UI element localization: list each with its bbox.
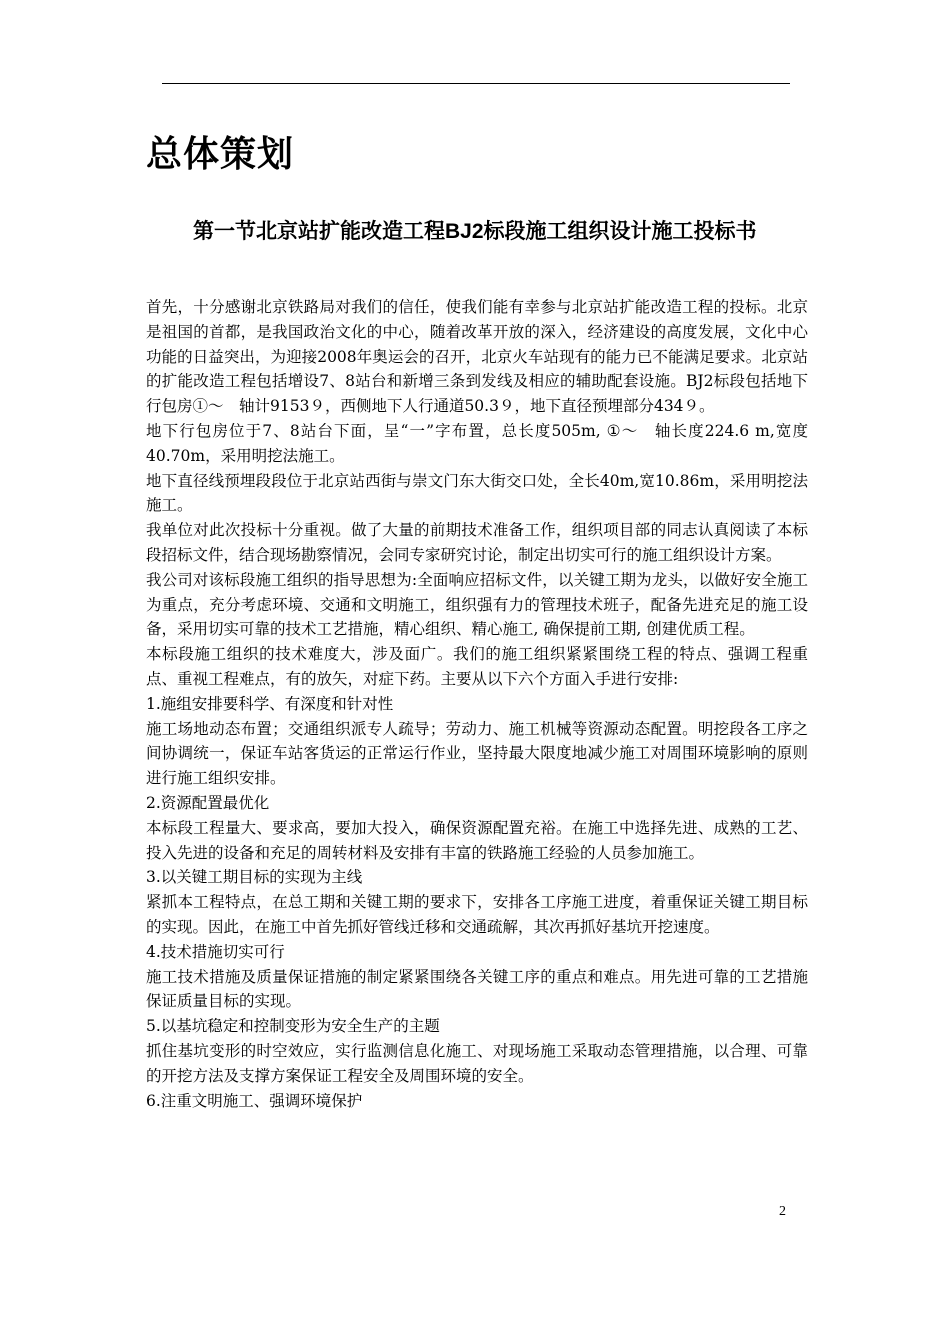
paragraph: 地下行包房位于7、8站台下面，呈“一”字布置，总长度505m, ①～ 轴长度224.6 m,宽度40.70m，采用明挖法施工。 [146, 421, 808, 465]
list-heading: 2.资源配置最优化 [146, 793, 270, 812]
list-heading: 5.以基坑稳定和控制变形为安全生产的主题 [146, 1017, 440, 1036]
paragraph: 施工技术措施及质量保证措施的制定紧紧围绕各关键工序的重点和难点。用先进可靠的工艺措施保证质量目标的实现。 [146, 967, 808, 1011]
main-title: 总体策划 [146, 134, 295, 175]
page-number: 2 [779, 1204, 786, 1219]
section-title: 第一节北京站扩能改造工程BJ2标段施工组织设计施工投标书 [193, 220, 757, 243]
header-rule [162, 83, 790, 84]
paragraph: 本标段施工组织的技术难度大，涉及面广。我们的施工组织紧紧围绕工程的特点、强调工程重点、重视工程难点，有的放矢，对症下药。主要从以下六个方面入手进行安排: [146, 645, 808, 688]
paragraph: 施工场地动态布置；交通组织派专人疏导；劳动力、施工机械等资源动态配置。明挖段各工序之间协调统一，保证车站客货运的正常运行作业，坚持最大限度地减少施工对周围环境影响的原则进行施工组织安排。 [146, 719, 808, 788]
paragraph: 首先，十分感谢北京铁路局对我们的信任，使我们能有幸参与北京站扩能改造工程的投标。北京是祖国的首都，是我国政治文化的中心，随着改革开放的深入，经济建设的高度发展，文化中心功能的日益突出，为迎接2008年奥运会的召开，北京火车站现有的能力已不能满足要求。北京站的扩能改造工程包括增设7、8站台和新增三条到发线及相应的辅助配套设施。BJ2标段包括地下行包房①～ 轴计9153９，西侧地下人行通道50.3９，地下直径预埋部分434９。 [146, 298, 808, 416]
list-heading: 3.以关键工期目标的实现为主线 [146, 868, 363, 887]
list-heading: 6.注重文明施工、强调环境保护 [146, 1091, 363, 1110]
paragraph: 地下直径线预埋段段位于北京站西街与崇文门东大街交口处，全长40m,宽10.86m，采用明挖法施工。 [146, 471, 808, 515]
paragraph: 抓住基坑变形的时空效应，实行监测信息化施工、对现场施工采取动态管理措施，以合理、可靠的开挖方法及支撑方案保证工程安全及周围环境的安全。 [146, 1041, 808, 1085]
body-text [146, 295, 808, 1113]
paragraph: 本标段工程量大、要求高，要加大投入，确保资源配置充裕。在施工中选择先进、成熟的工艺、投入先进的设备和充足的周转材料及安排有丰富的铁路施工经验的人员参加施工。 [146, 818, 808, 862]
paragraph: 紧抓本工程特点，在总工期和关键工期的要求下，安排各工序施工进度，着重保证关键工期目标的实现。因此，在施工中首先抓好管线迁移和交通疏解，其次再抓好基坑开挖速度。 [146, 893, 808, 936]
list-heading: 1.施组安排要科学、有深度和针对性 [146, 694, 394, 713]
paragraph: 我公司对该标段施工组织的指导思想为:全面响应招标文件，以关键工期为龙头，以做好安全施工为重点，充分考虑环境、交通和文明施工，组织强有力的管理技术班子，配备先进充足的施工设备，采用切实可靠的技术工艺措施，精心组织、精心施工, 确保提前工期, 创建优质工程。 [146, 570, 808, 639]
list-heading: 4.技术措施切实可行 [146, 942, 285, 961]
paragraph: 我单位对此次投标十分重视。做了大量的前期技术准备工作，组织项目部的同志认真阅读了本标段招标文件，结合现场勘察情况，会同专家研究讨论，制定出切实可行的施工组织设计方案。 [146, 521, 808, 564]
